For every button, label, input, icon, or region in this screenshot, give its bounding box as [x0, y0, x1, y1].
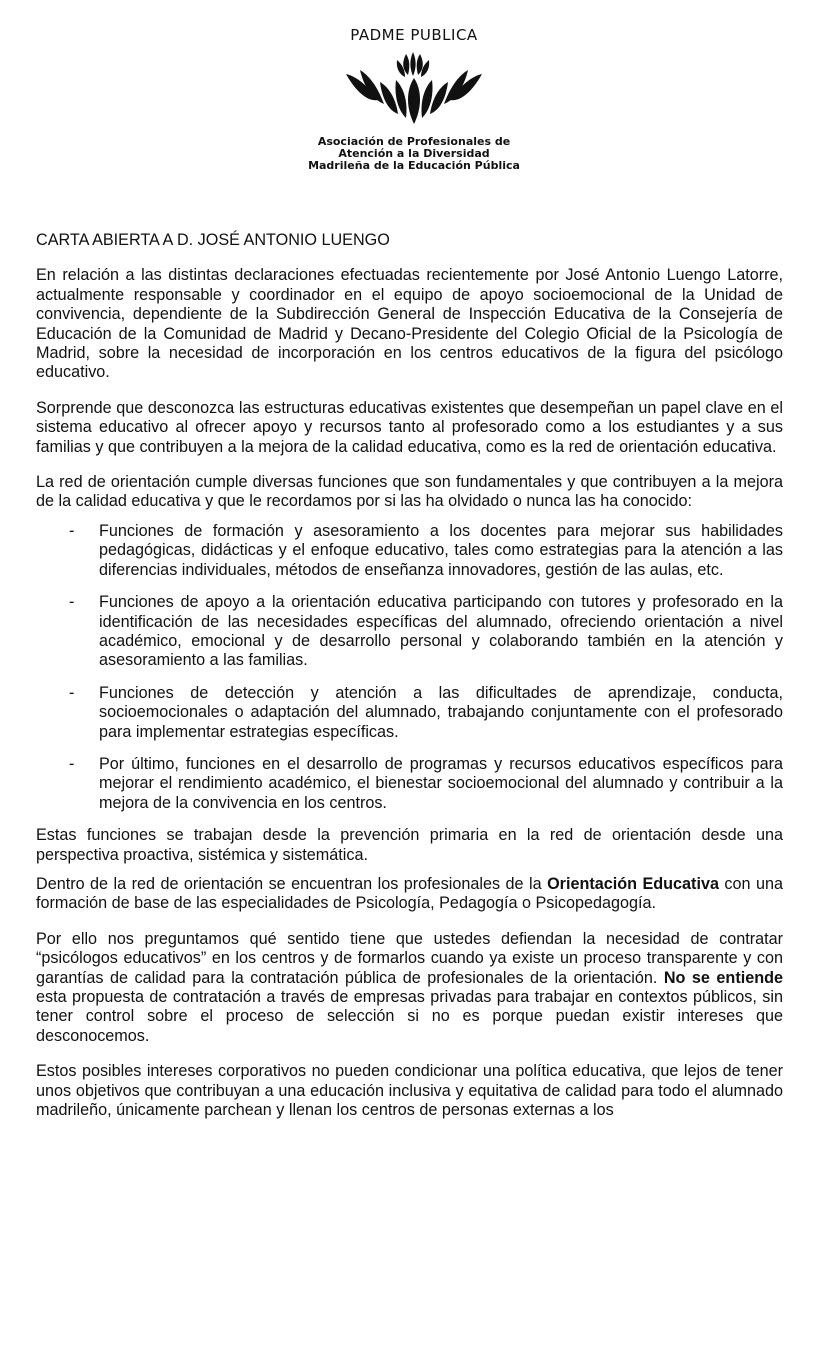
bold-text-run: Orientación Educativa: [547, 874, 719, 893]
functions-list: [36, 522, 783, 813]
list-item-text: Funciones de formación y asesoramiento a los docentes para mejorar sus habilidades pedagógicas, didácticas y el enfoque educativo, tales como estrategias para la atención a las diferencias individuales, métodos de enseñanza innovadores, gestión de las aulas, etc.: [99, 521, 783, 579]
bullet-dash: -: [69, 683, 75, 702]
letterhead: [0, 24, 828, 172]
text-run: Dentro de la red de orientación se encuentran los profesionales de la: [36, 874, 548, 893]
lotus-logo-icon: [344, 52, 484, 124]
text-run: esta propuesta de contratación a través de empresas privadas para trabajar en contextos públicos, sin tener control sobre el proceso de selección si no es porque puedan existir intereses que desconocemos.: [36, 988, 783, 1045]
org-description-line: Atención a la Diversidad: [338, 147, 490, 160]
list-item-text: Funciones de detección y atención a las dificultades de aprendizaje, conducta, socioemocionales o adaptación del alumnado, trabajando conjuntamente con el profesorado para implementar estrategias específicas.: [99, 683, 783, 741]
list-item: [36, 684, 783, 742]
org-description-line: Asociación de Profesionales de: [317, 135, 511, 148]
list-item: [36, 522, 783, 580]
bullet-dash: -: [69, 521, 75, 540]
paragraph-question: [36, 930, 783, 1046]
list-item-text: Funciones de apoyo a la orientación educativa participando con tutores y profesorado en la identificación de las necesidades específicas del alumnado, ofreciendo orientación a nivel académico, emocional y de desarrollo personal y colaborando también en la atención y asesoramiento a las familias.: [99, 593, 783, 670]
list-item-text: Por último, funciones en el desarrollo de programas y recursos educativos específicos para mejorar el rendimiento académico, el bienestar socioemocional del alumnado y contribuir a la mejora de la convivencia en los centros.: [99, 754, 783, 812]
paragraph-prevention: Estas funciones se trabajan desde la prevención primaria en la red de orientación desde una perspectiva proactiva, sistémica y sistemática.: [36, 826, 783, 864]
org-name: PADME PUBLICA: [350, 26, 478, 44]
bold-text-run: No se entiende: [663, 968, 783, 987]
letter-body: [36, 231, 783, 1136]
paragraph-intro: En relación a las distintas declaraciones efectuadas recientemente por José Antonio Luengo Latorre, actualmente responsable y coordinador en el equipo de apoyo socioemocional de la Unidad de convivencia, dependiente de la Subdirección General de Inspección Educativa de la Consejería de Educación de la Comunidad de Madrid y Decano-Presidente del Colegio Oficial de la Psicología de Madrid, sobre la necesidad de incorporación en los centros educativos de la figura del psicólogo educativo.: [36, 266, 783, 382]
text-run: Por ello nos preguntamos qué sentido tiene que ustedes defiendan la necesidad de contratar “psicólogos educativos” en los centros y de formarlos cuando ya existe un proceso transparente y con garantías de calidad para la contratación pública de profesionales de la orientación.: [36, 929, 783, 987]
paragraph-functions-intro: La red de orientación cumple diversas funciones que son fundamentales y que contribuyen a la mejora de la calidad educativa y que le recordamos por si las ha olvidado o nunca las ha conocido:: [36, 473, 783, 511]
letter-title: CARTA ABIERTA A D. JOSÉ ANTONIO LUENGO: [36, 231, 390, 249]
paragraph-surprise: Sorprende que desconozca las estructuras educativas existentes que desempeñan un papel clave en el sistema educativo al ofrecer apoyo y recursos tanto al profesorado como a los estudiantes y a sus familias y que contribuyen a la mejora de la calidad educativa, como es la red de orientación educativa.: [36, 398, 783, 456]
list-item: [36, 593, 783, 671]
list-item: [36, 755, 783, 813]
paragraph-corporate-interests: Estos posibles intereses corporativos no pueden condicionar una política educativa, que lejos de tener unos objetivos que contribuyan a una educación inclusiva y equitativa de calidad para todo el alumnado madrileño, únicamente parchean y llenan los centros de personas externas a los: [36, 1062, 783, 1120]
text-run: con una formación de base de las especialidades de Psicología, Pedagogía o Psicopedagogía.: [36, 874, 783, 913]
org-description: [0, 136, 828, 172]
org-description-line: Madrileña de la Educación Pública: [308, 159, 520, 172]
paragraph-orientation-professionals: [36, 875, 783, 914]
bullet-dash: -: [69, 754, 75, 773]
bullet-dash: -: [69, 593, 75, 612]
